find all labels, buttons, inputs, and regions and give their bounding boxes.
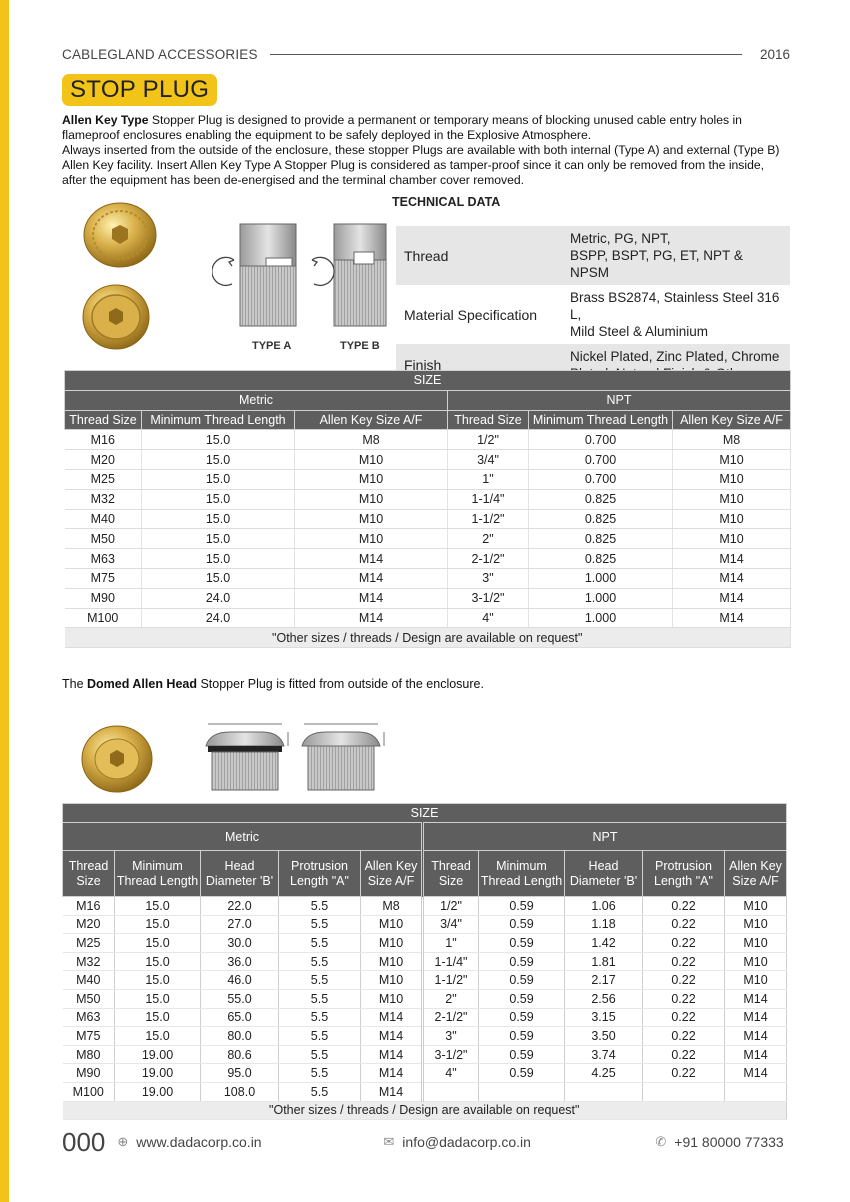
- table-cell: M14: [673, 588, 791, 608]
- table-cell: 0.22: [643, 1027, 725, 1046]
- tech-key: Finish: [396, 344, 562, 386]
- table-cell: 15.0: [115, 1027, 201, 1046]
- table-cell: M63: [65, 549, 142, 569]
- table-cell: 19.00: [115, 1045, 201, 1064]
- table-cell: 15.0: [142, 568, 295, 588]
- table-cell: 15.0: [142, 430, 295, 450]
- column-header: Thread Size: [448, 410, 529, 430]
- table-cell: 0.22: [643, 934, 725, 953]
- table-cell: 0.59: [479, 1064, 565, 1083]
- table-cell: 15.0: [115, 897, 201, 916]
- table-cell: 2": [448, 529, 529, 549]
- table-cell: M10: [725, 971, 787, 990]
- table-cell: M14: [295, 588, 448, 608]
- column-header: Thread Size: [65, 410, 142, 430]
- table-cell: M10: [295, 509, 448, 529]
- page-number: 000: [62, 1126, 106, 1157]
- table-cell: M10: [673, 509, 791, 529]
- table-cell: 22.0: [201, 897, 279, 916]
- table-cell: 19.00: [115, 1064, 201, 1083]
- table-cell: M14: [725, 1008, 787, 1027]
- table-cell: M10: [361, 915, 423, 934]
- table-cell: 19.00: [115, 1082, 201, 1101]
- table-cell: 36.0: [201, 952, 279, 971]
- table-row: [63, 1082, 787, 1101]
- tech-key: Material Specification: [404, 306, 538, 323]
- table-cell: 0.59: [479, 952, 565, 971]
- table-cell: M10: [673, 450, 791, 470]
- table-cell: 0.22: [643, 897, 725, 916]
- table-cell: M90: [63, 1064, 115, 1083]
- type-a-label: TYPE A: [252, 340, 292, 352]
- table-cell: 5.5: [279, 897, 361, 916]
- table-cell: M90: [65, 588, 142, 608]
- table-cell: M14: [725, 1064, 787, 1083]
- column-header: Minimum Thread Length: [479, 851, 565, 897]
- table-cell: M14: [295, 549, 448, 569]
- availability-note: "Other sizes / threads / Design are available on request": [63, 1101, 787, 1120]
- table-cell: 0.22: [643, 1008, 725, 1027]
- table-row: [65, 489, 791, 509]
- table-row: [63, 1064, 787, 1083]
- phone-icon: ✆: [655, 1134, 667, 1149]
- column-header: Allen Key Size A/F: [295, 410, 448, 430]
- column-header: Allen Key Size A/F: [725, 851, 787, 897]
- availability-note-row: [65, 628, 791, 648]
- table-cell: M20: [65, 450, 142, 470]
- table-cell: 1-1/2": [448, 509, 529, 529]
- plug-photo-type-a: [80, 197, 160, 269]
- footer-web: [117, 1134, 383, 1150]
- table-cell: M10: [361, 934, 423, 953]
- size-header: SIZE: [63, 804, 787, 823]
- column-header: Thread Size: [423, 851, 479, 897]
- table-cell: 15.0: [115, 971, 201, 990]
- table-cell: 0.700: [529, 430, 673, 450]
- table-cell: 5.5: [279, 1045, 361, 1064]
- tech-row: [396, 285, 790, 344]
- table-cell: 15.0: [115, 952, 201, 971]
- table-cell: M16: [65, 430, 142, 450]
- size-table-allen-key: [64, 370, 791, 648]
- table-cell: 15.0: [142, 549, 295, 569]
- table-cell: M100: [63, 1082, 115, 1101]
- email-link[interactable]: info@dadacorp.co.in: [402, 1134, 531, 1150]
- page-title: STOP PLUG: [62, 74, 217, 106]
- table-row: [63, 989, 787, 1008]
- table-cell: 5.5: [279, 989, 361, 1008]
- table-cell: [643, 1082, 725, 1101]
- tech-row: [396, 226, 790, 285]
- table-cell: M14: [295, 608, 448, 628]
- table-cell: 15.0: [142, 489, 295, 509]
- table-row: [65, 529, 791, 549]
- tech-value: Brass BS2874, Stainless Steel 316 L, Mild Steel & Aluminium: [570, 290, 780, 339]
- table-cell: 15.0: [142, 529, 295, 549]
- table-cell: 1.81: [565, 952, 643, 971]
- table-cell: 1-1/4": [423, 952, 479, 971]
- table-cell: 1-1/2": [423, 971, 479, 990]
- table-cell: 1/2": [448, 430, 529, 450]
- column-header: Allen Key Size A/F: [361, 851, 423, 897]
- column-header: Thread Size: [63, 851, 115, 897]
- table-row: [65, 509, 791, 529]
- table-cell: 15.0: [142, 450, 295, 470]
- table-row: [65, 469, 791, 489]
- table-row: [65, 450, 791, 470]
- table-cell: 1/2": [423, 897, 479, 916]
- size-table-domed: [62, 803, 787, 1120]
- intro-text: [62, 113, 790, 188]
- table-cell: 1.18: [565, 915, 643, 934]
- domed-plug-photo: [80, 724, 154, 794]
- table-cell: [565, 1082, 643, 1101]
- table-cell: M14: [725, 1027, 787, 1046]
- table-cell: 65.0: [201, 1008, 279, 1027]
- table-cell: M14: [361, 1082, 423, 1101]
- table-cell: 108.0: [201, 1082, 279, 1101]
- table-cell: 0.825: [529, 529, 673, 549]
- table-cell: M14: [673, 549, 791, 569]
- table-cell: 1": [448, 469, 529, 489]
- table-cell: 1.42: [565, 934, 643, 953]
- footer-email: [383, 1134, 655, 1150]
- table-cell: M40: [63, 971, 115, 990]
- table-cell: M14: [295, 568, 448, 588]
- table-cell: M80: [63, 1045, 115, 1064]
- table-cell: 2": [423, 989, 479, 1008]
- page-footer: [62, 1126, 790, 1158]
- envelope-icon: ✉: [383, 1134, 395, 1149]
- table-cell: M16: [63, 897, 115, 916]
- table-cell: 0.59: [479, 897, 565, 916]
- footer-phone: [655, 1134, 783, 1150]
- table-cell: 15.0: [115, 915, 201, 934]
- table-cell: M10: [725, 897, 787, 916]
- table-row: [65, 549, 791, 569]
- npt-header: NPT: [448, 390, 791, 410]
- table-cell: M75: [65, 568, 142, 588]
- table-cell: 0.825: [529, 489, 673, 509]
- table-cell: 0.22: [643, 989, 725, 1008]
- table-cell: 46.0: [201, 971, 279, 990]
- table-cell: M14: [673, 568, 791, 588]
- table-cell: M10: [673, 489, 791, 509]
- table-cell: M10: [725, 915, 787, 934]
- table-cell: M50: [65, 529, 142, 549]
- section-title: CABLEGLAND ACCESSORIES: [62, 46, 258, 62]
- table-cell: 0.22: [643, 1064, 725, 1083]
- table-cell: M10: [361, 989, 423, 1008]
- tech-value: Metric, PG, NPT, BSPP, BSPT, PG, ET, NPT & NPSM: [562, 226, 790, 285]
- table-row: [63, 934, 787, 953]
- table-cell: M32: [63, 952, 115, 971]
- table-cell: 80.6: [201, 1045, 279, 1064]
- column-header: Minimum Thread Length: [115, 851, 201, 897]
- column-header: Head Diameter 'B': [201, 851, 279, 897]
- table-cell: M14: [361, 1064, 423, 1083]
- table-cell: M63: [63, 1008, 115, 1027]
- technical-data-table: [396, 226, 790, 386]
- phone-number: +91 80000 77333: [674, 1134, 784, 1150]
- table-cell: 3": [448, 568, 529, 588]
- table-cell: M14: [361, 1027, 423, 1046]
- column-header: Minimum Thread Length: [529, 410, 673, 430]
- intro-p1: Stopper Plug is designed to provide a permanent or temporary means of blocking unused cable entry holes in flameproof enclosures enabling the equipment to be safely deployed in the Explosive Atmosphere.: [62, 113, 742, 142]
- globe-icon: ⊕: [117, 1134, 129, 1149]
- table-row: [65, 568, 791, 588]
- table-cell: [423, 1082, 479, 1101]
- table-cell: 95.0: [201, 1064, 279, 1083]
- table-cell: M10: [295, 469, 448, 489]
- column-header: Minimum Thread Length: [142, 410, 295, 430]
- table-cell: 0.59: [479, 971, 565, 990]
- table-cell: 5.5: [279, 971, 361, 990]
- table-cell: 0.22: [643, 971, 725, 990]
- table-cell: M75: [63, 1027, 115, 1046]
- table-cell: M100: [65, 608, 142, 628]
- column-header: Head Diameter 'B': [565, 851, 643, 897]
- table-cell: 5.5: [279, 1008, 361, 1027]
- type-drawing: [212, 222, 392, 352]
- table-cell: 15.0: [142, 469, 295, 489]
- table-cell: 0.59: [479, 934, 565, 953]
- website-link[interactable]: www.dadacorp.co.in: [136, 1134, 262, 1150]
- table-cell: 4": [448, 608, 529, 628]
- plug-photo-type-b: [80, 281, 152, 353]
- table-cell: 15.0: [142, 509, 295, 529]
- table-cell: M40: [65, 509, 142, 529]
- domed-plug-drawing: [200, 718, 396, 792]
- table-cell: 0.59: [479, 915, 565, 934]
- table-cell: 1.000: [529, 588, 673, 608]
- table-cell: 0.825: [529, 549, 673, 569]
- table-cell: M20: [63, 915, 115, 934]
- table-cell: M10: [295, 450, 448, 470]
- table-cell: M10: [673, 529, 791, 549]
- table-cell: 80.0: [201, 1027, 279, 1046]
- table-cell: [479, 1082, 565, 1101]
- table-cell: M10: [295, 489, 448, 509]
- table-cell: 27.0: [201, 915, 279, 934]
- column-header: Protrusion Length "A": [279, 851, 361, 897]
- table-cell: 0.59: [479, 1045, 565, 1064]
- table-cell: 15.0: [115, 1008, 201, 1027]
- table-cell: M10: [295, 529, 448, 549]
- table-cell: [725, 1082, 787, 1101]
- table-cell: 0.59: [479, 989, 565, 1008]
- technical-data-title: TECHNICAL DATA: [392, 195, 501, 209]
- table-row: [65, 608, 791, 628]
- table-cell: 0.59: [479, 1008, 565, 1027]
- column-header: Allen Key Size A/F: [673, 410, 791, 430]
- type-b-label: TYPE B: [340, 340, 380, 352]
- metric-header: Metric: [63, 823, 423, 851]
- page-header: [62, 44, 790, 64]
- table-row: [63, 952, 787, 971]
- table-cell: 3/4": [448, 450, 529, 470]
- intro-p2: Always inserted from the outside of the enclosure, these stopper Plugs are available with both internal (Type A) and external (Type B) Allen Key facility. Insert Allen Key Type A Stopper Plug is considered as tamper-proof since it can only be removed from the inside, after the equipment has been de-energised and the terminal chamber cover removed.: [62, 143, 780, 187]
- table-cell: 4": [423, 1064, 479, 1083]
- table-cell: 3": [423, 1027, 479, 1046]
- table-cell: 5.5: [279, 1027, 361, 1046]
- table-cell: 2-1/2": [423, 1008, 479, 1027]
- table-cell: 2-1/2": [448, 549, 529, 569]
- table-row: [63, 1045, 787, 1064]
- availability-note-row: [63, 1101, 787, 1120]
- table-cell: M25: [63, 934, 115, 953]
- table-cell: 3-1/2": [448, 588, 529, 608]
- table-cell: 15.0: [115, 989, 201, 1008]
- table-row: [65, 588, 791, 608]
- table-cell: 3.15: [565, 1008, 643, 1027]
- table-cell: M10: [361, 952, 423, 971]
- table-row: [63, 897, 787, 916]
- table-cell: M10: [673, 469, 791, 489]
- table-cell: M10: [725, 952, 787, 971]
- metric-header: Metric: [65, 390, 448, 410]
- size-header: SIZE: [65, 371, 791, 391]
- table-row: [63, 971, 787, 990]
- table-cell: 0.59: [479, 1027, 565, 1046]
- table-row: [63, 915, 787, 934]
- tech-value: Nickel Plated, Zinc Plated, Chrome Plated, Natural Finish & Other: [562, 344, 790, 386]
- table-cell: 0.22: [643, 1045, 725, 1064]
- table-cell: 5.5: [279, 1064, 361, 1083]
- table-cell: M50: [63, 989, 115, 1008]
- table-cell: M32: [65, 489, 142, 509]
- accent-bar: [0, 0, 9, 1202]
- table-cell: 55.0: [201, 989, 279, 1008]
- table-cell: M14: [725, 989, 787, 1008]
- table-cell: 0.825: [529, 509, 673, 529]
- table-cell: 5.5: [279, 952, 361, 971]
- table-cell: 30.0: [201, 934, 279, 953]
- tech-key: Thread: [396, 226, 562, 285]
- column-header: Protrusion Length "A": [643, 851, 725, 897]
- table-cell: 3.74: [565, 1045, 643, 1064]
- table-cell: M8: [361, 897, 423, 916]
- table-cell: 1-1/4": [448, 489, 529, 509]
- table-row: [65, 430, 791, 450]
- table-cell: M14: [673, 608, 791, 628]
- table-cell: 5.5: [279, 1082, 361, 1101]
- table-cell: M14: [361, 1008, 423, 1027]
- table-cell: 0.700: [529, 450, 673, 470]
- table-cell: 2.17: [565, 971, 643, 990]
- domed-bold: Domed Allen Head: [87, 677, 197, 691]
- table-cell: 15.0: [115, 934, 201, 953]
- table-row: [63, 1008, 787, 1027]
- table-cell: 2.56: [565, 989, 643, 1008]
- table-cell: 1.000: [529, 568, 673, 588]
- table-cell: 3-1/2": [423, 1045, 479, 1064]
- table-cell: 0.22: [643, 952, 725, 971]
- table-cell: 24.0: [142, 608, 295, 628]
- table-cell: M8: [673, 430, 791, 450]
- intro-lead: Allen Key Type: [62, 113, 149, 127]
- table-cell: M8: [295, 430, 448, 450]
- header-year: 2016: [759, 46, 790, 62]
- table-cell: 0.700: [529, 469, 673, 489]
- table-cell: M14: [725, 1045, 787, 1064]
- table-cell: 4.25: [565, 1064, 643, 1083]
- table-cell: 3.50: [565, 1027, 643, 1046]
- table-row: [63, 1027, 787, 1046]
- availability-note: "Other sizes / threads / Design are available on request": [65, 628, 791, 648]
- table-cell: M10: [361, 971, 423, 990]
- table-cell: 0.22: [643, 915, 725, 934]
- header-rule: [270, 54, 742, 55]
- table-cell: M25: [65, 469, 142, 489]
- table-cell: 3/4": [423, 915, 479, 934]
- table-cell: 1": [423, 934, 479, 953]
- npt-header: NPT: [423, 823, 787, 851]
- table-cell: 1.000: [529, 608, 673, 628]
- table-cell: M10: [725, 934, 787, 953]
- table-cell: 5.5: [279, 915, 361, 934]
- table-cell: 5.5: [279, 934, 361, 953]
- table-cell: M14: [361, 1045, 423, 1064]
- table-cell: 24.0: [142, 588, 295, 608]
- table-cell: 1.06: [565, 897, 643, 916]
- domed-description: The Domed Allen Head Stopper Plug is fitted from outside of the enclosure.: [62, 677, 484, 691]
